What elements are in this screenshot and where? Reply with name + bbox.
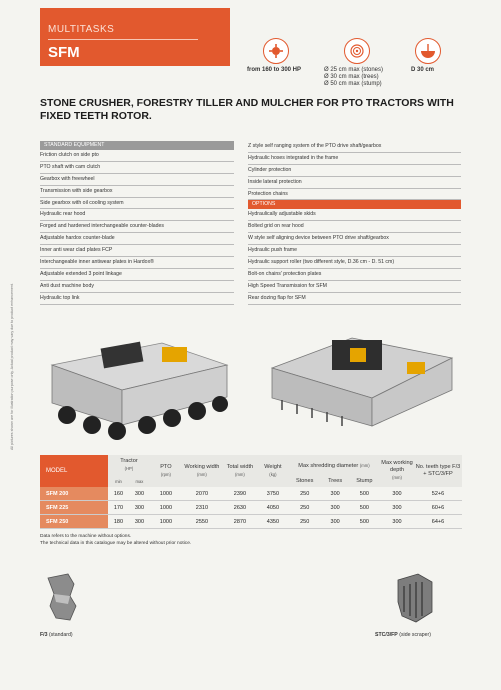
standard-equipment-item: Adjustable extended 3 point linkage bbox=[40, 269, 234, 281]
table-header-shredding: Max shredding diameter (mm) bbox=[288, 455, 380, 477]
table-cell-stones: 250 bbox=[288, 515, 322, 529]
right-equipment-list bbox=[248, 141, 461, 305]
table-row bbox=[40, 487, 462, 501]
max-stump: Ø 50 cm max (stump) bbox=[324, 81, 382, 87]
max-stones: Ø 25 cm max (stones) bbox=[324, 67, 384, 73]
table-cell-depth: 300 bbox=[380, 501, 414, 515]
table-cell-pto: 1000 bbox=[150, 487, 182, 501]
standard-equipment-item: Inside lateral protection bbox=[248, 177, 461, 189]
standard-equipment-item: Z style self ranging system of the PTO drive shaft/gearbox bbox=[248, 141, 461, 153]
option-item: W style self aligning device between PTO drive shaft/gearbox bbox=[248, 233, 461, 245]
table-cell-max: 300 bbox=[129, 515, 150, 529]
tree-stump-icon bbox=[344, 38, 370, 64]
table-header-min: min bbox=[108, 477, 129, 487]
standard-equipment-list bbox=[40, 141, 234, 305]
option-item: High Speed Transmission for SFM bbox=[248, 281, 461, 293]
table-cell-tw: 2390 bbox=[222, 487, 258, 501]
table-cell-trees: 300 bbox=[322, 515, 349, 529]
note-line: Data refers to the machine without options. bbox=[40, 534, 132, 539]
spec-table bbox=[40, 455, 462, 529]
table-header-stones: Stones bbox=[288, 477, 322, 487]
standard-equipment-item: PTO shaft with cam clutch bbox=[40, 162, 234, 174]
standard-equipment-item: Gearbox with freewheel bbox=[40, 174, 234, 186]
table-header-teeth: No. teeth type F/3 + STC/3/FP bbox=[414, 455, 462, 487]
model-name: SFM bbox=[48, 44, 80, 61]
table-cell-model: SFM 250 bbox=[40, 515, 108, 529]
max-trees: Ø 30 cm max (trees) bbox=[324, 74, 379, 80]
standard-equipment-item: Inner anti wear clad plates FCP bbox=[40, 245, 234, 257]
standard-equipment-item: Hydraulic rear hood bbox=[40, 209, 234, 221]
table-cell-weight: 4050 bbox=[258, 501, 288, 515]
tooth-f3-image bbox=[40, 572, 82, 624]
table-cell-ww: 2550 bbox=[182, 515, 222, 529]
table-notes bbox=[40, 533, 191, 547]
table-header-total-width: Total width (mm) bbox=[222, 455, 258, 487]
table-cell-pto: 1000 bbox=[150, 501, 182, 515]
table-cell-ww: 2070 bbox=[182, 487, 222, 501]
machine-image-rear bbox=[262, 318, 462, 438]
table-cell-teeth: 64+6 bbox=[414, 515, 462, 529]
side-disclaimer: All pictures shown are for illustration purpose only. Actual product may vary due to product enhancement. bbox=[10, 283, 14, 450]
tooth-f3-label: F/3 (standard) bbox=[40, 632, 73, 638]
table-cell-stump: 500 bbox=[349, 487, 380, 501]
machine-image-front bbox=[42, 325, 242, 445]
table-cell-depth: 300 bbox=[380, 515, 414, 529]
table-cell-weight: 3750 bbox=[258, 487, 288, 501]
category-label: MULTITASKS bbox=[48, 24, 115, 35]
header-block bbox=[40, 8, 230, 66]
table-header-stump: Stump bbox=[349, 477, 380, 487]
table-header-weight: Weight (kg) bbox=[258, 455, 288, 487]
gear-icon bbox=[263, 38, 289, 64]
page-title: STONE CRUSHER, FORESTRY TILLER AND MULCHER FOR PTO TRACTORS WITH FIXED TEETH ROTOR. bbox=[40, 97, 454, 122]
table-header-pto: PTO (rpm) bbox=[150, 455, 182, 487]
table-header-working-width: Working width (mm) bbox=[182, 455, 222, 487]
standard-equipment-item: Cylinder protection bbox=[248, 165, 461, 177]
header-divider bbox=[48, 39, 198, 40]
table-cell-max: 300 bbox=[129, 501, 150, 515]
standard-equipment-heading: STANDARD EQUIPMENT bbox=[40, 141, 234, 150]
max-depth: D 30 cm bbox=[411, 67, 435, 73]
table-cell-teeth: 60+6 bbox=[414, 501, 462, 515]
table-cell-tw: 2870 bbox=[222, 515, 258, 529]
table-cell-stones: 250 bbox=[288, 501, 322, 515]
table-header-model: MODEL bbox=[40, 455, 108, 487]
depth-icon bbox=[415, 38, 441, 64]
standard-equipment-item: Adjustable hardox counter-blade bbox=[40, 233, 234, 245]
table-cell-weight: 4350 bbox=[258, 515, 288, 529]
table-cell-max: 300 bbox=[129, 487, 150, 501]
table-header-max: max bbox=[129, 477, 150, 487]
options-heading: OPTIONS bbox=[248, 200, 461, 209]
option-item: Bolt-on chains' protection plates bbox=[248, 269, 461, 281]
standard-equipment-item: Friction clutch on side pto bbox=[40, 150, 234, 162]
standard-equipment-item: Side gearbox with oil cooling system bbox=[40, 198, 234, 210]
option-item: Bolted grid on rear hood bbox=[248, 221, 461, 233]
standard-equipment-item: Hydraulic hoses integrated in the frame bbox=[248, 153, 461, 165]
table-row bbox=[40, 515, 462, 529]
note-line: The technical data in this catalogue may be altered without prior notice. bbox=[40, 541, 192, 546]
table-cell-teeth: 52+6 bbox=[414, 487, 462, 501]
tooth-stc3fp-label: STC/3/FP (side scraper) bbox=[375, 632, 431, 638]
table-cell-model: SFM 225 bbox=[40, 501, 108, 515]
option-item: Hydraulic push frame bbox=[248, 245, 461, 257]
option-item: Hydraulically adjustable skids bbox=[248, 209, 461, 221]
table-header-tractor: Tractor (HP) bbox=[108, 455, 150, 477]
table-cell-ww: 2310 bbox=[182, 501, 222, 515]
standard-equipment-item: Protection chains bbox=[248, 189, 461, 201]
table-cell-min: 180 bbox=[108, 515, 129, 529]
table-cell-min: 170 bbox=[108, 501, 129, 515]
table-cell-model: SFM 200 bbox=[40, 487, 108, 501]
table-cell-stump: 500 bbox=[349, 501, 380, 515]
table-cell-depth: 300 bbox=[380, 487, 414, 501]
table-cell-trees: 300 bbox=[322, 501, 349, 515]
standard-equipment-item: Forged and hardened interchangeable counter-blades bbox=[40, 221, 234, 233]
table-header-depth: Max working depth (mm) bbox=[380, 455, 414, 487]
table-cell-pto: 1000 bbox=[150, 515, 182, 529]
option-item: Rear dozing flap for SFM bbox=[248, 293, 461, 305]
table-header-trees: Trees bbox=[322, 477, 349, 487]
option-item: Hydraulic support roller (two different style, D.36 cm - D. 51 cm) bbox=[248, 257, 461, 269]
table-cell-min: 160 bbox=[108, 487, 129, 501]
table-cell-stump: 500 bbox=[349, 515, 380, 529]
table-cell-stones: 250 bbox=[288, 487, 322, 501]
standard-equipment-item: Anti dust machine body bbox=[40, 281, 234, 293]
table-cell-tw: 2630 bbox=[222, 501, 258, 515]
standard-equipment-item: Hydraulic top link bbox=[40, 293, 234, 305]
table-row bbox=[40, 501, 462, 515]
standard-equipment-item: Transmission with side gearbox bbox=[40, 186, 234, 198]
tooth-stc3fp-image bbox=[392, 572, 438, 624]
standard-equipment-item: Interchangeable inner antiwear plates in Hardox® bbox=[40, 257, 234, 269]
table-cell-trees: 300 bbox=[322, 487, 349, 501]
hp-range: from 160 to 300 HP bbox=[247, 67, 302, 73]
